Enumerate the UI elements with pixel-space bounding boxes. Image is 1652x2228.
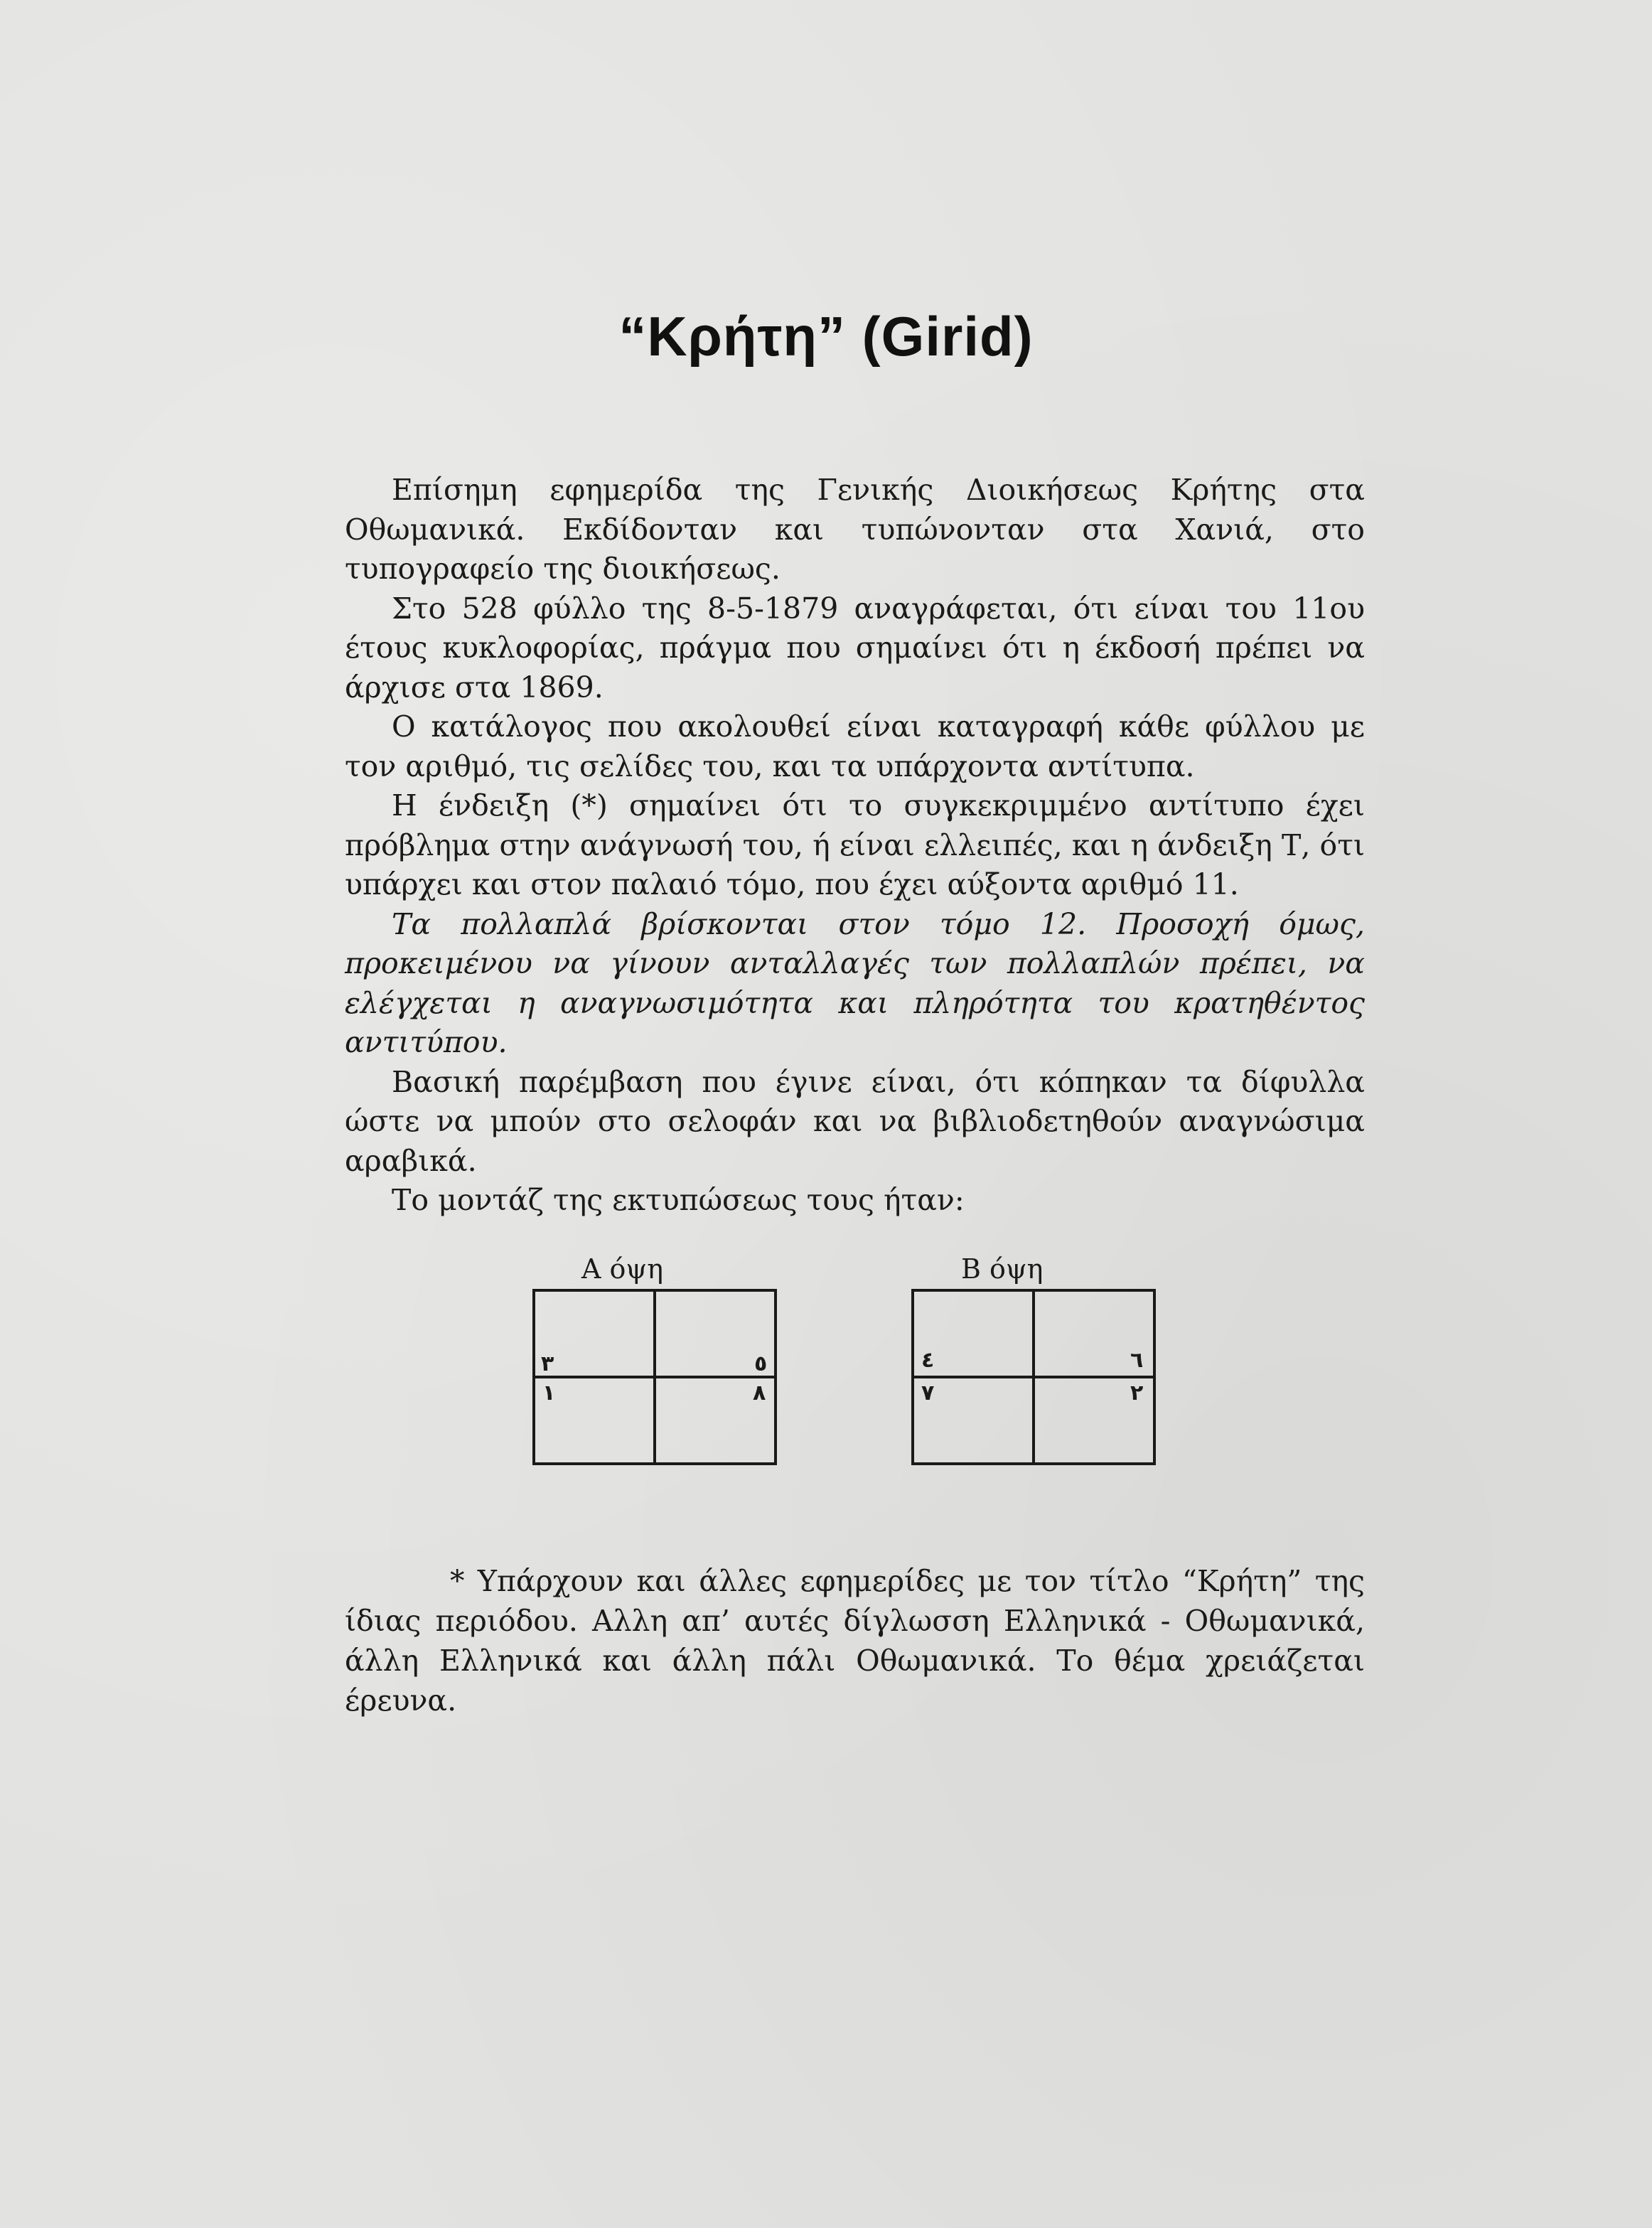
paragraph-montage: Το μοντάζ της εκτυπώσεως τους ήταν: — [392, 1183, 965, 1217]
side-a-numeral-top-right: ٥ — [754, 1351, 768, 1376]
side-a-horizontal-divider — [535, 1376, 774, 1378]
side-b-label: Β όψη — [961, 1253, 1044, 1285]
side-a-label: Α όψη — [581, 1253, 663, 1285]
page-title: “Κρήτη” (Girid) — [618, 305, 1034, 368]
body-text — [345, 471, 1365, 1221]
side-b-grid — [911, 1289, 1156, 1465]
paragraph-indicator: Η ένδειξη (*) σημαίνει ότι το συγκεκριμμένο αντίτυπο έχει πρόβλημα στην ανάγνωσή του, ή είναι ελλειπές, και η άνδειξη Τ, ότι υπάρχει και στον παλαιό τόμο, που έχει αύξοντα αριθμό 11. — [345, 788, 1365, 901]
side-b-horizontal-divider — [914, 1376, 1153, 1378]
side-a-grid — [532, 1289, 777, 1465]
paragraph-intro: Επίσημη εφημερίδα της Γενικής Διοικήσεως Κρήτης στα Οθωμανικά. Εκδίδονταν και τυπώνονταν στα Χανιά, στο τυπογραφείο της διοικήσεως. — [345, 473, 1365, 586]
side-b-numeral-top-right: ٦ — [1130, 1348, 1144, 1373]
paragraph-issue-date: Στο 528 φύλλο της 8-5-1879 αναγράφεται, ότι είναι του 11ου έτους κυκλοφορίας, πράγμα που σημαίνει ότι η έκδοσή πρέπει να άρχισε στα 1869. — [345, 591, 1365, 705]
footnote: * Υπάρχουν και άλλες εφημερίδες με τον τίτλο “Κρήτη” της ίδιας περιόδου. Αλλη απ’ αυτές δίγλωσση Ελληνικά - Οθωμανικά, άλλη Ελληνικά και άλλη πάλι Οθωμανικά. Το θέμα χρειάζεται έρευνα. — [345, 1564, 1365, 1718]
paragraph-intervention: Βασική παρέμβαση που έγινε είναι, ότι κόπηκαν τα δίφυλλα ώστε να μπούν στο σελοφάν και να βιβλιοδετηθούν αναγνώσιμα αραβικά. — [345, 1064, 1365, 1178]
side-b-numeral-top-left: ٤ — [921, 1348, 935, 1373]
side-b-numeral-bottom-right: ٢ — [1130, 1381, 1144, 1405]
side-b-numeral-bottom-left: ٧ — [921, 1381, 935, 1405]
side-a-numeral-top-left: ٣ — [541, 1351, 554, 1376]
paragraph-duplicates: Τα πολλαπλά βρίσκονται στον τόμο 12. Προσοχή όμως, προκειμένου να γίνουν ανταλλαγές των πολλαπλών πρέπει, να ελέγχεται η αναγνωσιμότητα και πληρότητα του κρατηθέντος αντιτύπου. — [345, 906, 1365, 1059]
paragraph-catalog: Ο κατάλογος που ακολουθεί είναι καταγραφή κάθε φύλλου με τον αριθμό, τις σελίδες του, και τα υπάρχοντα αντίτυπα. — [345, 709, 1365, 783]
side-a-numeral-bottom-right: ٨ — [753, 1381, 766, 1405]
side-a-numeral-bottom-left: ١ — [542, 1381, 556, 1405]
